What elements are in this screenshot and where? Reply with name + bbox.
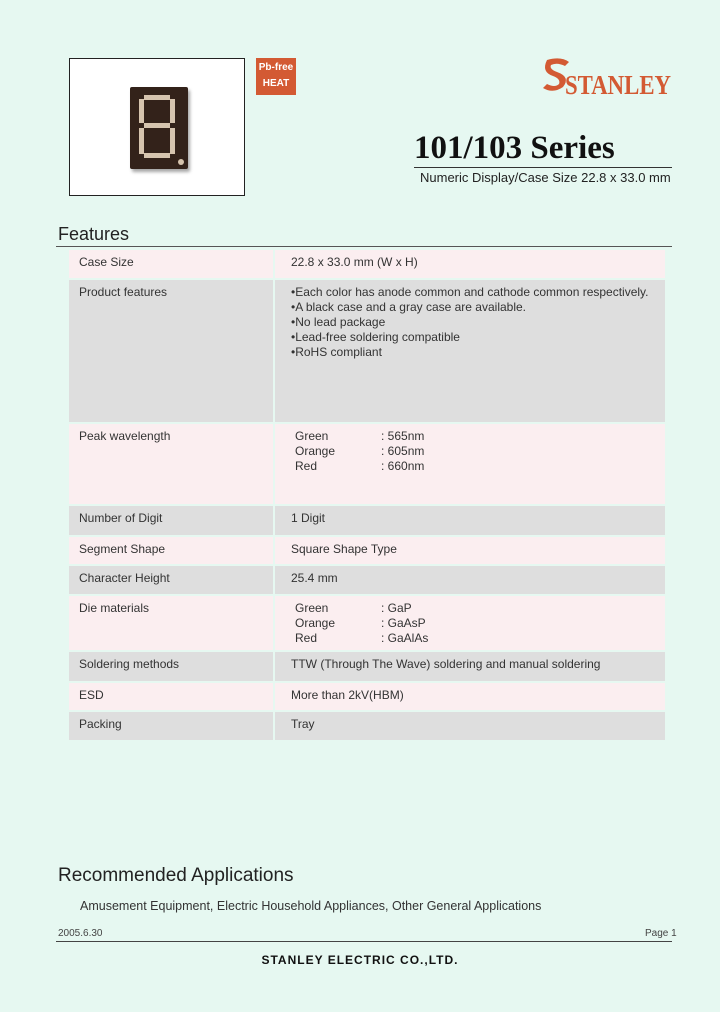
feature-label: Case Size: [69, 250, 273, 278]
feature-value: [275, 506, 665, 535]
company-name: STANLEY ELECTRIC CO.,LTD.: [261, 953, 459, 967]
feature-row: [69, 712, 665, 740]
document-date: 2005.6.30: [58, 928, 103, 939]
applications-heading: Recommended Applications: [58, 865, 294, 886]
pair-key: Red: [295, 631, 318, 645]
title-divider: [414, 167, 672, 168]
feature-row: [69, 683, 665, 710]
feature-value-line: Square Shape Type: [291, 542, 397, 556]
feature-label: Product features: [69, 280, 273, 422]
features-table: [69, 250, 665, 740]
feature-label: Character Height: [69, 566, 273, 594]
seven-segment-display: [130, 87, 188, 169]
badge-line-1: Pb-free: [258, 62, 294, 73]
feature-row: [69, 424, 665, 504]
feature-value: [275, 250, 665, 278]
feature-label: Packing: [69, 712, 273, 740]
applications-text: Amusement Equipment, Electric Household Appliances, Other General Applications: [80, 899, 542, 913]
pair-value: : 605nm: [381, 444, 425, 458]
feature-value-line: 22.8 x 33.0 mm (W x H): [291, 255, 418, 269]
feature-row: [69, 652, 665, 681]
pair-key: Orange: [295, 616, 336, 630]
feature-value-pair: [291, 601, 665, 616]
pb-free-heat-badge: [256, 58, 296, 95]
feature-label: ESD: [69, 683, 273, 710]
badge-line-2: HEAT: [262, 78, 290, 89]
feature-label: Die materials: [69, 596, 273, 650]
feature-value-line: •RoHS compliant: [291, 345, 382, 359]
feature-value: [275, 566, 665, 594]
feature-value: [275, 652, 665, 681]
page-subtitle: Numeric Display/Case Size 22.8 x 33.0 mm: [420, 170, 671, 185]
feature-value: [275, 537, 665, 564]
feature-value-line: 25.4 mm: [291, 571, 338, 585]
pair-key: Green: [295, 429, 329, 443]
feature-row: [69, 596, 665, 650]
feature-value-line: 1 Digit: [291, 511, 326, 525]
feature-value-line: •A black case and a gray case are available.: [291, 300, 527, 314]
page-title: 101/103 Series: [414, 130, 615, 166]
feature-value-pair: [291, 616, 665, 631]
feature-value-line: TTW (Through The Wave) soldering and manual soldering: [291, 657, 601, 671]
feature-row: [69, 250, 665, 278]
feature-row: [69, 280, 665, 422]
pair-key: Red: [295, 459, 318, 473]
pair-value: : GaAsP: [381, 616, 426, 630]
feature-row: [69, 537, 665, 564]
feature-value-pair: [291, 444, 665, 459]
features-divider: [56, 246, 672, 247]
feature-value-pair: [291, 631, 665, 646]
feature-value-line: More than 2kV(HBM): [291, 688, 404, 702]
feature-value: [275, 683, 665, 710]
svg-text:STANLEY: STANLEY: [565, 70, 671, 100]
footer-divider: [56, 941, 672, 942]
feature-value-line: •No lead package: [291, 315, 386, 329]
features-heading: Features: [58, 224, 130, 244]
page-number: Page 1: [645, 928, 677, 939]
pair-value: : GaP: [381, 601, 412, 615]
feature-value-line: •Lead-free soldering compatible: [291, 330, 460, 344]
feature-label: Number of Digit: [69, 506, 273, 535]
pair-value: : 660nm: [381, 459, 425, 473]
feature-row: [69, 566, 665, 594]
feature-value: [275, 712, 665, 740]
feature-value-pair: [291, 429, 665, 444]
feature-row: [69, 506, 665, 535]
feature-label: Segment Shape: [69, 537, 273, 564]
feature-value: [275, 424, 665, 504]
pair-value: : GaAlAs: [381, 631, 429, 645]
pair-value: : 565nm: [381, 429, 425, 443]
product-image: [69, 58, 245, 196]
feature-label: Soldering methods: [69, 652, 273, 681]
feature-value-line: Tray: [291, 717, 315, 731]
feature-value-line: •Each color has anode common and cathode common respectively.: [291, 285, 649, 299]
feature-value: [275, 280, 665, 422]
feature-value: [275, 596, 665, 650]
feature-value-pair: [291, 459, 665, 474]
pair-key: Orange: [295, 444, 336, 458]
feature-label: Peak wavelength: [69, 424, 273, 504]
stanley-logo: [541, 54, 676, 100]
pair-key: Green: [295, 601, 329, 615]
